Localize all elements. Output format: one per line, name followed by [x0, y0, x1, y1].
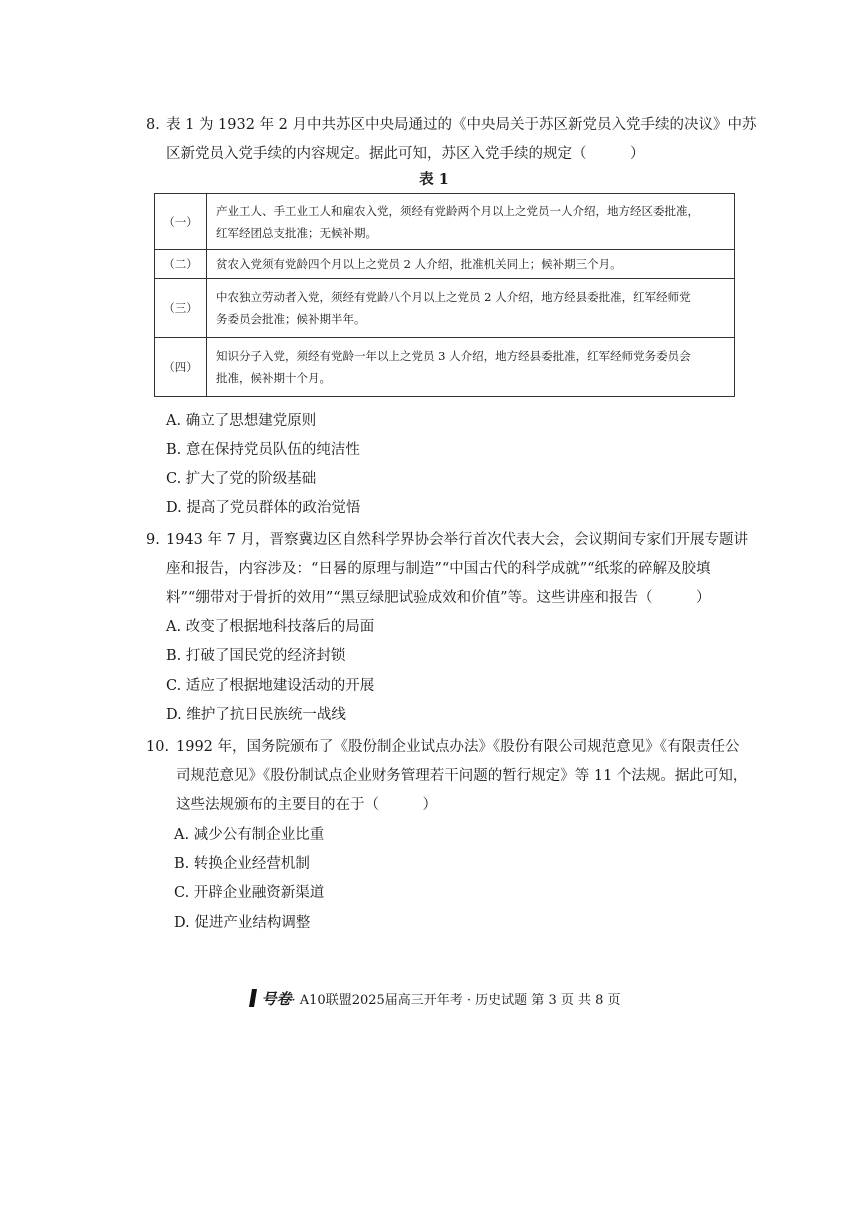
table-caption: 表 1	[419, 171, 449, 188]
row-content	[207, 194, 735, 250]
row-content	[207, 279, 735, 338]
option-d: D. 维护了抗日民族统一战线	[166, 707, 346, 723]
question-text-line: 座和报告，内容涉及：“日晷的原理与制造”“中国古代的科学成就”“纸浆的碎解及胶填	[166, 561, 711, 577]
option-c: C. 开辟企业融资新渠道	[174, 885, 325, 901]
table-row	[155, 250, 735, 279]
question-text-line: 司规范意见》《股份制试点企业财务管理若干问题的暂行规定》等 11 个法规。据此可知，	[176, 768, 748, 784]
option-c: C. 适应了根据地建设活动的开展	[166, 678, 375, 694]
row-number: （四）	[155, 338, 207, 397]
question-8	[146, 111, 757, 169]
row-number: （三）	[155, 279, 207, 338]
option-b: B. 打破了国民党的经济封锁	[166, 648, 346, 664]
option-d: D. 促进产业结构调整	[174, 915, 311, 931]
row-content	[207, 338, 735, 397]
table-row	[155, 279, 735, 338]
question-text-line: 区新党员入党手续的内容规定。据此可知，苏区入党手续的规定（ ）	[166, 146, 645, 162]
question-10	[146, 733, 746, 820]
option-c: C. 扩大了党的阶级基础	[166, 471, 317, 487]
option-a: A. 改变了根据地科技落后的局面	[166, 619, 375, 635]
table-row	[155, 338, 735, 397]
regulation-table	[154, 193, 735, 397]
row-number: （一）	[155, 194, 207, 250]
row-content-line: 务委员会批准；候补期半年。	[216, 312, 366, 326]
row-content-line: 贫农入党须有党龄四个月以上之党员 2 人介绍，批准机关同上；候补期三个月。	[216, 257, 622, 271]
question-9	[146, 526, 746, 613]
footer-text: · A10联盟2025届高三开年考 · 历史试题 第 3 页 共 8 页	[291, 993, 621, 1008]
option-a: A. 减少公有制企业比重	[174, 827, 325, 843]
question-number: 8.	[146, 117, 160, 133]
row-content-line: 中农独立劳动者入党，须经有党龄八个月以上之党员 2 人介绍，地方经县委批准，红军经师党	[216, 290, 691, 304]
question-number: 9.	[146, 532, 160, 548]
brand-logo-icon	[247, 988, 259, 1012]
option-a: A. 确立了思想建党原则	[166, 413, 317, 429]
question-text-line: 料”“绷带对于骨折的效用”“黑豆绿肥试验成效和价值”等。这些讲座和报告（ ）	[166, 590, 711, 606]
question-text-line: 1992 年，国务院颁布了《股份制企业试点办法》《股份有限公司规范意见》《有限责任公	[176, 739, 740, 755]
table-row	[155, 194, 735, 250]
option-b: B. 意在保持党员队伍的纯洁性	[166, 442, 360, 458]
option-d: D. 提高了党员群体的政治觉悟	[166, 500, 361, 516]
row-content-line: 红军经团总支批准；无候补期。	[216, 225, 377, 240]
question-text-line: 表 1 为 1932 年 2 月中共苏区中央局通过的《中央局关于苏区新党员入党手续的决议》中苏	[166, 117, 757, 133]
row-content-line: 产业工人、手工业工人和雇农入党，须经有党龄两个月以上之党员一人介绍，地方经区委批准，	[216, 203, 699, 218]
option-b: B. 转换企业经营机制	[174, 856, 310, 872]
brand-name: 号卷	[261, 990, 292, 1008]
page-footer	[0, 988, 868, 1012]
question-text-line: 1943 年 7 月，晋察冀边区自然科学界协会举行首次代表大会，会议期间专家们开展专题讲	[166, 532, 748, 548]
row-content-line: 批准，候补期十个月。	[216, 371, 331, 385]
row-content	[207, 250, 735, 279]
row-content-line: 知识分子入党，须经有党龄一年以上之党员 3 人介绍，地方经县委批准，红军经师党务委员会	[216, 349, 691, 363]
row-number: （二）	[155, 250, 207, 279]
question-text-line: 这些法规颁布的主要目的在于（ ）	[176, 797, 437, 813]
question-number: 10.	[146, 739, 170, 755]
